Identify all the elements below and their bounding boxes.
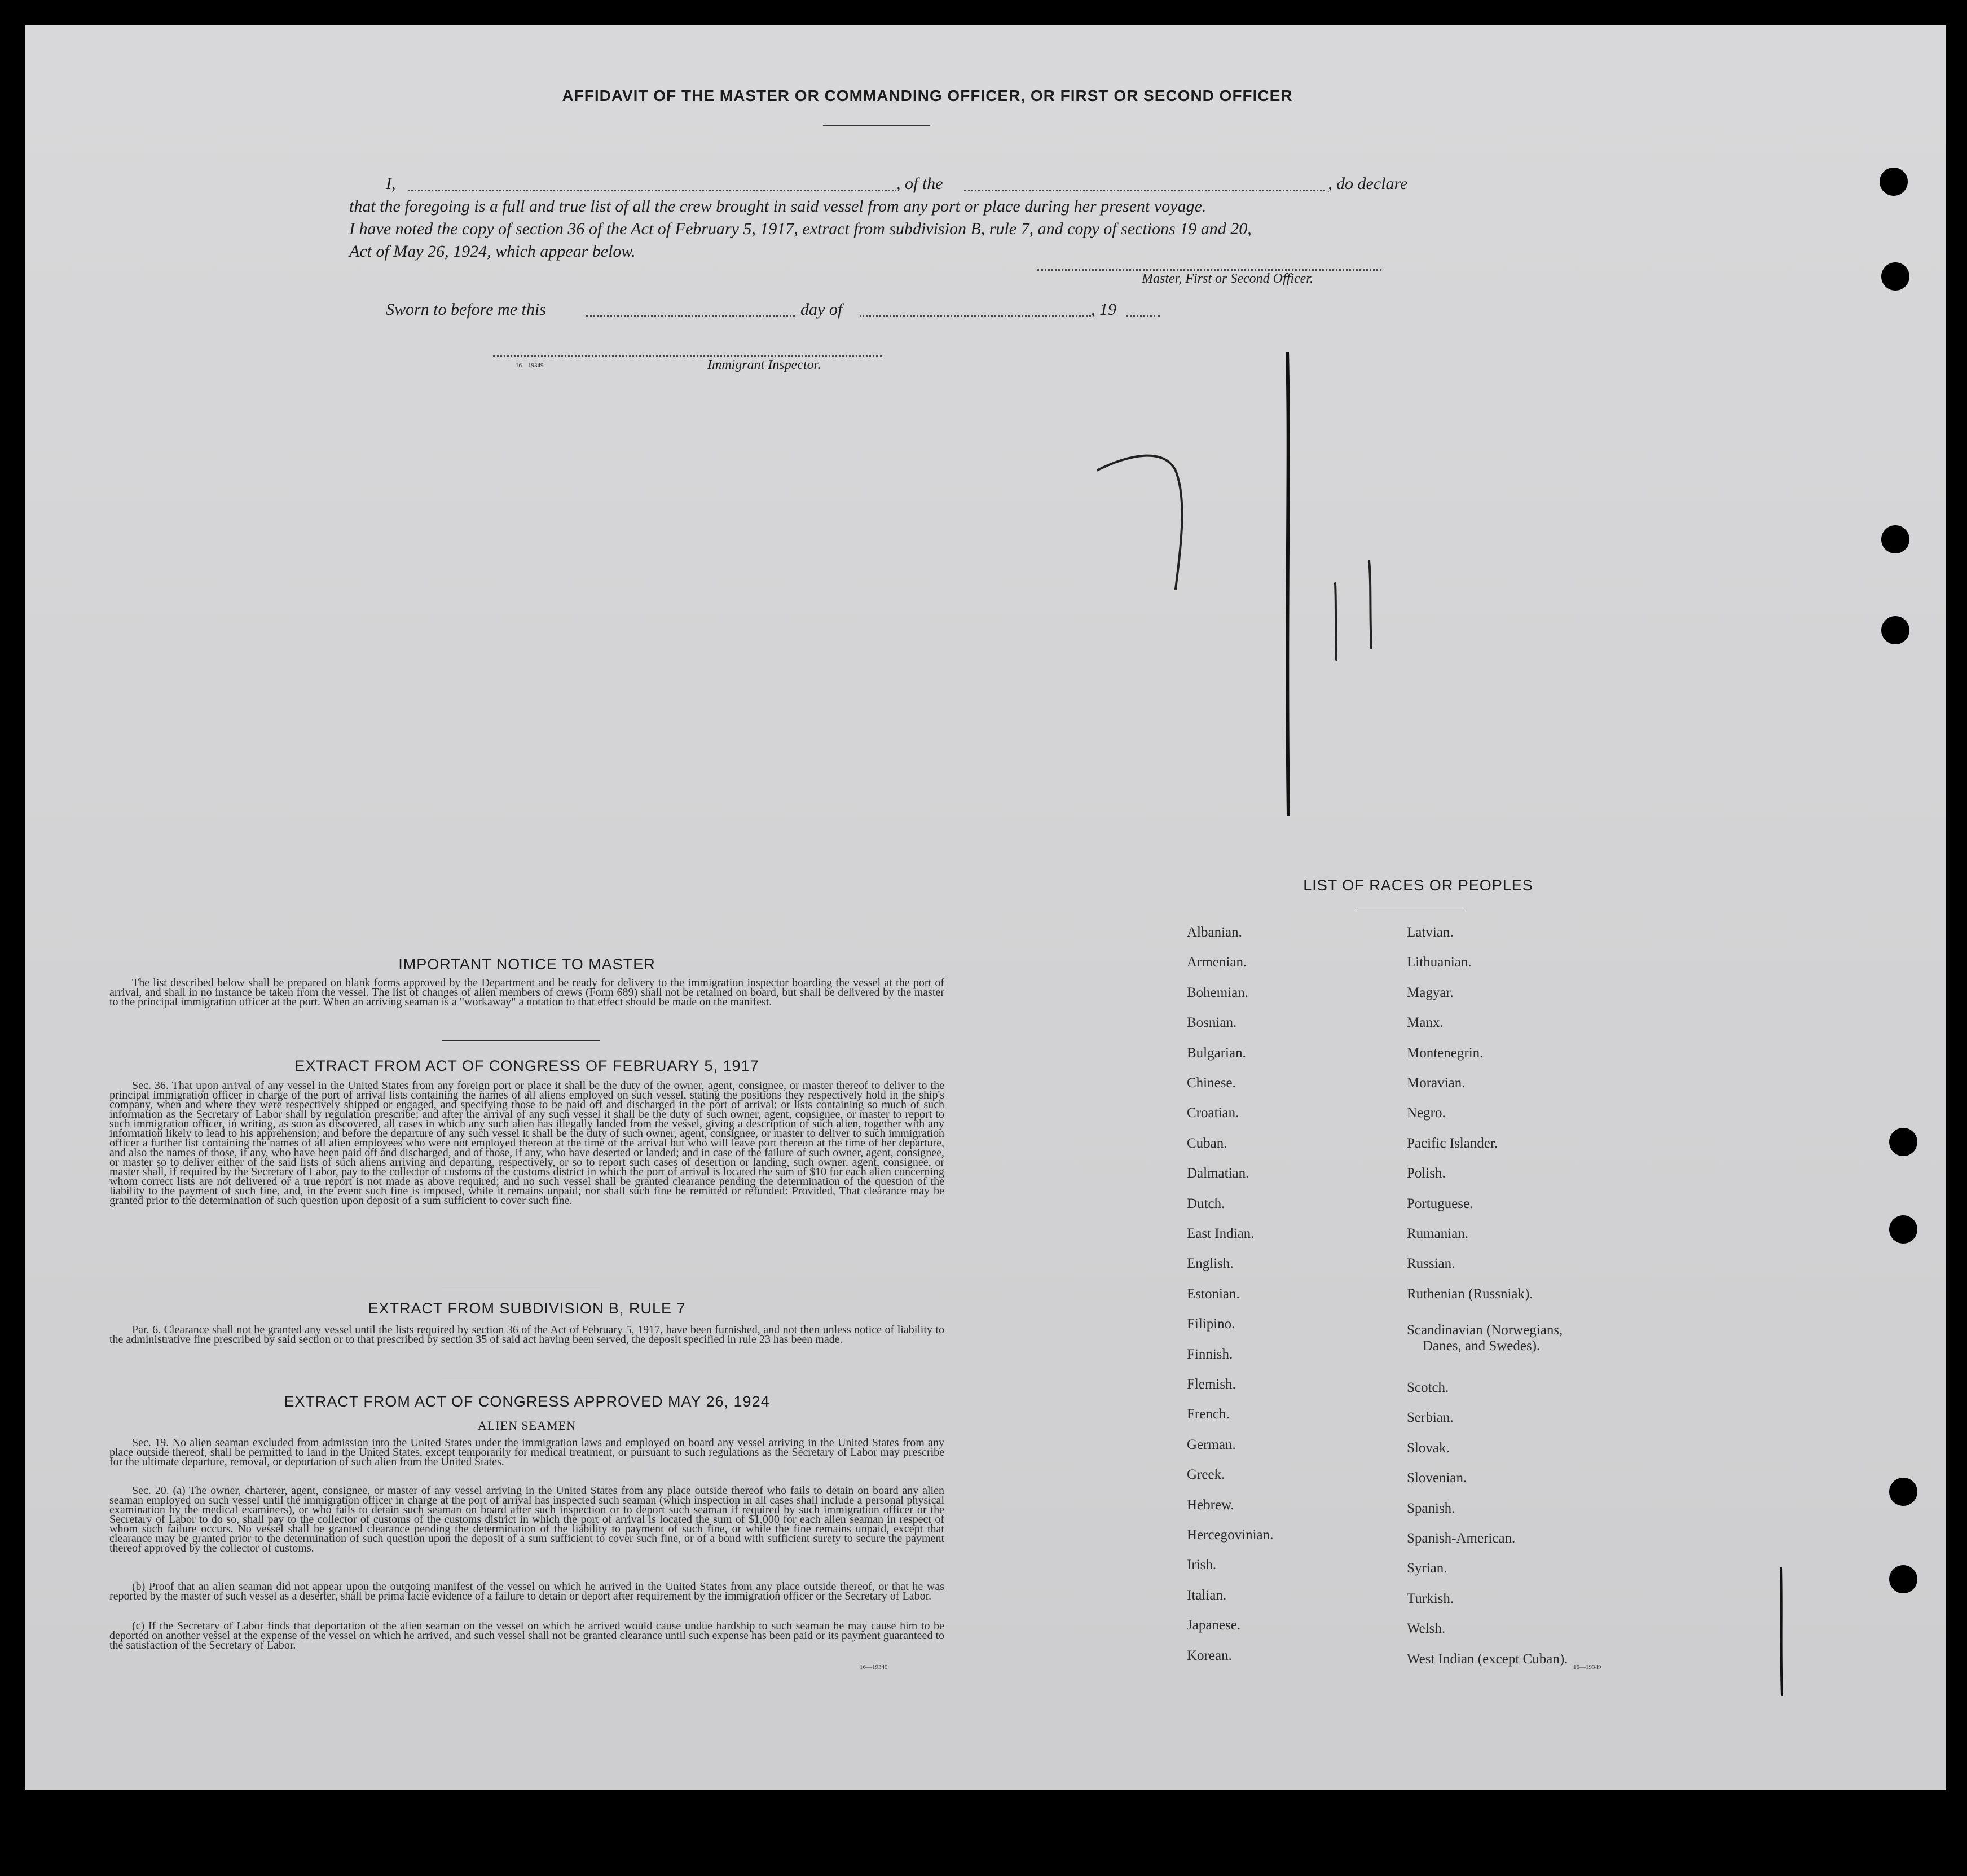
race-item: Montenegrin. — [1407, 1045, 1484, 1061]
race-item: Portuguese. — [1407, 1196, 1473, 1211]
races-title: LIST OF RACES OR PEOPLES — [1303, 877, 1533, 894]
punch-hole — [1881, 525, 1909, 553]
affiant-name-blank[interactable] — [408, 190, 896, 191]
margin-pencil-mark — [1776, 1565, 1788, 1701]
race-item: Croatian. — [1187, 1105, 1239, 1121]
race-item: French. — [1187, 1407, 1230, 1422]
extract-1924-sec20b: (b) Proof that an alien seaman did not appear upon the outgoing manifest of the vessel on which he arrived in the United States from any place outside thereof, or that he was reported by the master of such vessel as a deserter, shall be prima facie evidence of a failure to detain or deport after requirement by the immigration officer or the Secretary of Labor. — [109, 1580, 944, 1602]
race-item: Chinese. — [1187, 1075, 1236, 1091]
sworn-day-blank[interactable] — [586, 315, 795, 317]
race-item: Irish. — [1187, 1557, 1217, 1573]
race-item: West Indian (except Cuban). — [1407, 1651, 1568, 1667]
race-item: Estonian. — [1187, 1286, 1240, 1302]
race-item: Dalmatian. — [1187, 1166, 1249, 1181]
race-item: German. — [1187, 1436, 1236, 1452]
sworn-year-blank[interactable] — [1126, 315, 1160, 317]
extract-1917-body: Sec. 36. That upon arrival of any vessel in the United States from any foreign port or place it shall be the duty of the owner, agent, consignee, or master thereof to deliver to the principal immigration officer in charge of the port of arrival lists containing the names of all aliens employed on such vessel, stating the positions they respectively hold in the ship's company, when and where they were respectively shipped or engaged, and specifying those to be paid off and discharged in the port of arrival; or lists containing so much of such information as the Secretary of Labor shall by regulation prescribe; and after the arrival of any such vessel it shall be the duty of such owner, agent, consignee, or master to report to such immigration officer, in writing, as soon as discovered, all cases in which any such alien has illegally landed from the vessel, giving a description of such alien, together with any information likely to lead to his apprehension; and before the departure of any such vessel it shall be the duty of such owner, agent, consignee, or master to deliver to such immigration officer a further list containing the names of all alien employees who were not employed thereon at the time of the arrival but who will leave port thereon at the time of her departure, and also the names of those, if any, who have been paid off and discharged, and of those, if any, who have deserted or landed; and in case of the failure of such owner, agent, consignee, or master so to deliver either of the said lists of such aliens arriving and departing, respectively, or so to report such cases of desertion or landing, such owner, agent, consignee, or master shall, if required by the Secretary of Labor, pay to the collector of customs of the customs district in which the port of arrival is located the sum of $10 for each alien concerning whom correct lists are not delivered or a true report is not made as above required; and no such vessel shall be granted clearance pending the determination of the question of the liability to the payment of such fine, and, in the event such fine is imposed, while it remains unpaid; nor shall such fine be remitted or refunded: Provided, That clearance may be granted prior to the determination of such question upon deposit of a sum sufficient to cover such fine. — [109, 1079, 944, 1207]
race-item: Filipino. — [1187, 1316, 1235, 1332]
race-item: Turkish. — [1407, 1591, 1454, 1606]
inspector-signature-line[interactable] — [493, 355, 882, 357]
extract-1924-subtitle: ALIEN SEAMEN — [478, 1418, 576, 1433]
race-item: Korean. — [1187, 1647, 1232, 1663]
affidavit-title: AFFIDAVIT OF THE MASTER OR COMMANDING OFFICER, OR FIRST OR SECOND OFFICER — [562, 87, 1293, 104]
vessel-name-blank[interactable] — [964, 190, 1325, 191]
form-number-extract: 16—19349 — [860, 1664, 888, 1671]
signature-line[interactable] — [1037, 269, 1381, 271]
race-item: Serbian. — [1407, 1410, 1454, 1426]
race-item: Japanese. — [1187, 1618, 1241, 1633]
affidavit-line-4: Act of May 26, 1924, which appear below. — [349, 242, 636, 261]
sworn-year: , 19 — [1091, 300, 1116, 319]
race-item: Hebrew. — [1187, 1497, 1234, 1513]
form-number-affidavit: 16—19349 — [516, 362, 544, 369]
affidavit-line-2: that the foregoing is a full and true list of all the crew brought in said vessel from any port or place during her present voyage. — [349, 197, 1207, 216]
extract-1924-sec19: Sec. 19. No alien seaman excluded from admission into the United States under the immigration laws and employed on board any vessel arriving in the United States from any place outside thereof, shall be permitted to land in the United States, except temporarily for medical treatment, or pursuant to such regulations as the Secretary of Labor may prescribe for the ultimate departure, removal, or deportation of such alien from the United States. — [109, 1436, 944, 1468]
race-item: Bulgarian. — [1187, 1045, 1246, 1061]
notice-title: IMPORTANT NOTICE TO MASTER — [398, 956, 655, 973]
race-item: Slovak. — [1407, 1440, 1450, 1456]
extract-1917-title: EXTRACT FROM ACT OF CONGRESS OF FEBRUARY 5, 1917 — [294, 1057, 759, 1074]
race-item: Spanish. — [1407, 1500, 1455, 1516]
race-item: Syrian. — [1407, 1561, 1447, 1576]
notice-body: The list described below shall be prepared on blank forms approved by the Department and be ready for delivery to the immigration inspector boarding the vessel at the port of arrival, and shall in no instance be taken from the vessel. The list of changes of alien members of crews (Form 689) shall not be retained on board, but shall be delivered by the master to the principal immigration officer at the port. When an arriving seaman is a "workaway" a notation to that effect should be made on the manifest. — [109, 977, 944, 1008]
race-item: Hercegovinian. — [1187, 1527, 1274, 1543]
race-item: Finnish. — [1187, 1346, 1233, 1362]
affidavit-declare: , do declare — [1328, 174, 1408, 193]
race-item: Moravian. — [1407, 1075, 1466, 1091]
document-page — [25, 25, 1946, 1790]
inspector-caption: Immigrant Inspector. — [707, 358, 821, 372]
punch-hole — [1889, 1128, 1917, 1156]
race-item: Bohemian. — [1187, 985, 1249, 1000]
race-item: Negro. — [1407, 1105, 1446, 1121]
race-item: Latvian. — [1407, 925, 1454, 940]
punch-hole — [1880, 168, 1908, 196]
race-item: Magyar. — [1407, 985, 1454, 1000]
affidavit-line-3: I have noted the copy of section 36 of the Act of February 5, 1917, extract from subdivision B, rule 7, and copy of sections 19 and 20, — [349, 219, 1252, 238]
race-item: Dutch. — [1187, 1196, 1225, 1211]
race-item: Russian. — [1407, 1256, 1455, 1272]
race-item: Scandinavian (Norwegians, — [1407, 1323, 1563, 1338]
race-item: Slovenian. — [1407, 1470, 1467, 1486]
punch-hole — [1889, 1215, 1917, 1244]
race-item: English. — [1187, 1256, 1234, 1272]
race-item: Lithuanian. — [1407, 955, 1472, 970]
race-item: Danes, and Swedes). — [1423, 1338, 1541, 1354]
race-item: Cuban. — [1187, 1135, 1227, 1151]
race-item: Rumanian. — [1407, 1226, 1469, 1241]
race-item: Polish. — [1407, 1166, 1446, 1181]
form-number-races: 16—19349 — [1573, 1664, 1601, 1671]
punch-hole — [1889, 1478, 1917, 1506]
sworn-day-of: day of — [800, 300, 843, 319]
race-item: Bosnian. — [1187, 1015, 1237, 1031]
extract-rule7-title: EXTRACT FROM SUBDIVISION B, RULE 7 — [368, 1300, 686, 1317]
extract-1924-sec20c: (c) If the Secretary of Labor finds that deportation of the alien seaman on the vessel on which he arrived would cause undue hardship to such seaman he may cause him to be deported on another vessel at the expense of the vessel on which he arrived, and such vessel shall not be granted clearance until such expense has been paid or its payment guaranteed to the satisfaction of the Secretary of Labor. — [109, 1620, 944, 1651]
affidavit-of-the: , of the — [896, 174, 943, 193]
race-item: Ruthenian (Russniak). — [1407, 1286, 1533, 1302]
notice-divider — [442, 1040, 600, 1041]
race-item: Greek. — [1187, 1467, 1225, 1483]
title-divider — [823, 125, 930, 126]
race-item: Flemish. — [1187, 1377, 1236, 1392]
punch-hole — [1881, 262, 1909, 291]
punch-hole — [1889, 1565, 1917, 1593]
sworn-month-blank[interactable] — [860, 315, 1091, 317]
sworn-prefix: Sworn to before me this — [386, 300, 546, 319]
race-item: East Indian. — [1187, 1226, 1255, 1241]
race-item: Manx. — [1407, 1015, 1444, 1031]
extract-rule7-body: Par. 6. Clearance shall not be granted any vessel until the lists required by section 36 of the Act of February 5, 1917, have been furnished, and not then unless notice of liability to the administrative fine prescribed by said section or to that prescribed by section 35 of said act having been served, the deposit specified in rule 23 has been made. — [109, 1324, 944, 1346]
signature-caption: Master, First or Second Officer. — [1142, 271, 1313, 286]
extract-1924-title: EXTRACT FROM ACT OF CONGRESS APPROVED MAY 26, 1924 — [284, 1393, 770, 1410]
extract-1924-sec20a: Sec. 20. (a) The owner, charterer, agent, consignee, or master of any vessel arriving in the United States from any place outside thereof who fails to detain on board any alien seaman employed on such vessel until the immigration officer in charge at the port of arrival has inspected such seaman (which inspection in all cases shall include a personal physical examination by the medical examiners), or who fails to detain such seaman on board after such inspection or to deport such seaman if required by such immigration officer or the Secretary of Labor to do so, shall pay to the collector of customs of the customs district in which the port of arrival is located the sum of $1,000 for each alien seaman in respect of whom such failure occurs. No vessel shall be granted clearance pending the determination of the liability to payment of such fine, or while the fine remains unpaid, except that clearance may be granted prior to the determination of such question upon the deposit of a sum sufficient to cover such fine, or of a bond with sufficient surety to secure the payment thereof approved by the collector of customs. — [109, 1484, 944, 1554]
race-item: Italian. — [1187, 1587, 1227, 1603]
affidavit-i: I, — [386, 174, 396, 193]
race-item: Pacific Islander. — [1407, 1135, 1498, 1151]
punch-hole — [1881, 616, 1909, 644]
race-item: Welsh. — [1407, 1621, 1446, 1637]
handwritten-marks — [1097, 352, 1463, 837]
race-item: Spanish-American. — [1407, 1531, 1516, 1546]
race-item: Albanian. — [1187, 925, 1242, 940]
race-item: Armenian. — [1187, 955, 1247, 970]
race-item: Scotch. — [1407, 1380, 1449, 1395]
